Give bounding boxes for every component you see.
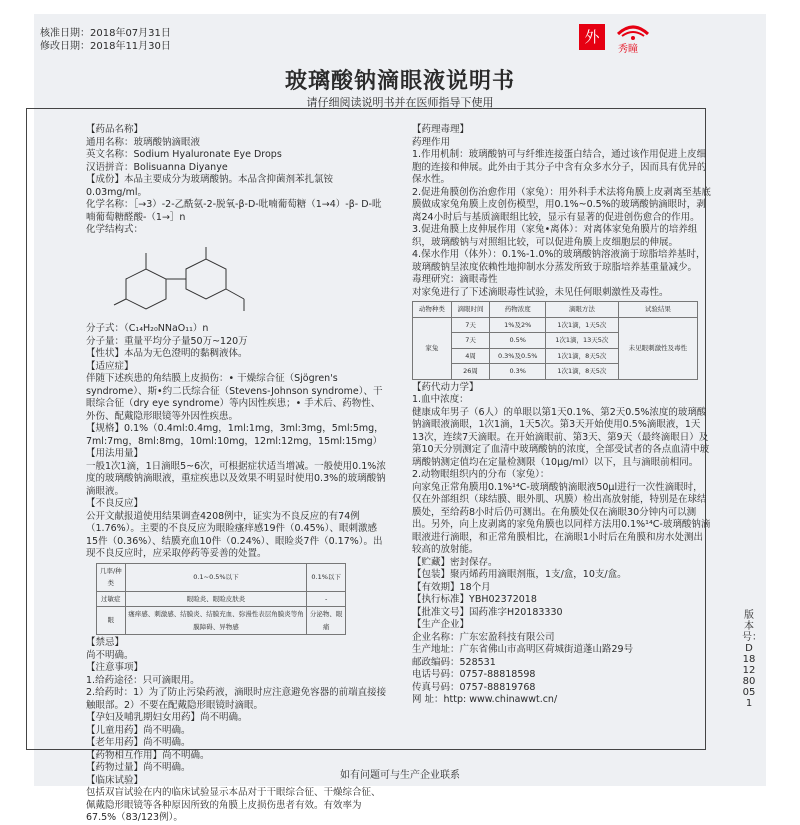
spec-text: 0.1%（0.4ml:0.4mg，1ml:1mg，3ml:3mg，5ml:5mg，7ml:7mg，8ml:8mg，10ml:10mg，12ml:12mg，15ml:15mg） xyxy=(86,423,384,447)
table-cell: 未见眼刺激性及毒性 xyxy=(618,317,697,379)
section-heading-validity: 【有效期】 xyxy=(412,581,460,593)
precaution-2: 2.给药时：1）为了防止污染药液，滴眼时应注意避免容器的前端直接接触眼部。2）不要在配戴隐形眼镜时滴眼。 xyxy=(86,687,387,711)
toxicity-table xyxy=(412,301,698,380)
section-heading-overdose: 【药物过量】 xyxy=(86,762,144,773)
table-header: 滴眼时间 xyxy=(451,302,490,318)
section-heading-adverse: 【 不良反应 】 xyxy=(86,498,388,511)
document-subtitle: 请仔细阅读说明书并在医师指导下使用 xyxy=(306,96,494,109)
table-header: 0.1~0.5%以下 xyxy=(125,563,307,591)
approval-text: 国药准字H20183330 xyxy=(469,606,563,618)
document-title: 玻璃酸钠滴眼液说明书 xyxy=(284,69,515,94)
table-cell: 分泌物、眼痛 xyxy=(307,607,346,635)
interactions-text: 尚不明确。 xyxy=(162,749,210,761)
table-header: 滴眼方法 xyxy=(546,302,619,318)
composition-text: 本品主要成分为玻璃酸钠。本品含抑菌剂苯扎氯铵0.03mg/ml。 xyxy=(86,174,334,198)
molecular-weight: 分子量：重量平均分子量50万~120万 xyxy=(86,335,248,347)
section-heading-clinical: 【 临床试验 】 xyxy=(86,775,388,788)
brand-logo xyxy=(612,20,654,54)
fax-number: 传真号码：0757-88819768 xyxy=(412,681,536,693)
table-cell: 7天 xyxy=(451,333,490,349)
website: 网 址：http: www.chinawwt.cn/ xyxy=(412,694,558,705)
approval-date: 核准日期：2018年07月31日 xyxy=(40,28,171,39)
footer-note: 如有问题可与生产企业联系 xyxy=(340,770,460,781)
toxicity-label: 毒理研究：滴眼毒性 xyxy=(412,274,498,285)
table-cell: 1次1滴，8天5次 xyxy=(546,364,619,380)
table-header: 药物浓度 xyxy=(490,302,546,318)
dosage-text: 一般1次1滴，1日滴眼5~6次，可根据症状适当增减。一般使用0.1%浓度的玻璃酸钠滴眼液，重症疾患以及效果不明显时使用0.3%的玻璃酸钠滴眼液。 xyxy=(86,460,386,497)
section-heading-indications: 【 适应症 】 xyxy=(86,361,388,374)
clinical-text: 包括双盲试验在内的临床试验显示本品对于干眼综合征、干燥综合征、佩戴隐形眼镜等各种原因所致的角膜上皮损伤患者有效。有效率为67.5%（83/123例）。 xyxy=(86,787,381,823)
section-heading-standard: 【执行标准】 xyxy=(412,594,470,605)
pk-2-text: 向家兔正常角膜用0.1%¹⁴C-玻璃酸钠滴眼液50μl进行一次性滴眼时，仅在外部组织（球结膜、眼外肌、巩膜）检出高放射能，特别是在球结膜处，至给药8小时后仍可测出。在角膜处仅在滴眼30分钟内可以测出。另外，向上皮剥离的家兔角膜也以同样方法用0.1%¹⁴C-玻璃酸钠滴眼液进行滴眼，和正常角膜相比，在滴眼1小时后在角膜和房水处测出较高的放射能。 xyxy=(412,481,711,555)
brand-name: 秀瞳 xyxy=(618,44,638,55)
table-cell: 1次1滴，1天5次 xyxy=(546,317,619,333)
chemical-name: 化学名称：［→3）-2-乙酰氨-2-脱氧-β-D-吡喃葡萄糖（1→4）-β- D-吡喃葡萄糖醛酸-（1→］n xyxy=(86,199,382,223)
external-use-badge: 外 xyxy=(579,24,605,50)
section-heading-interactions: 【药物相互作用】 xyxy=(86,749,163,761)
company-name: 企业名称：广东宏盈科技有限公司 xyxy=(412,631,555,643)
company-address: 生产地址：广东省佛山市高明区荷城街道蓬山路29号 xyxy=(412,644,634,655)
table-header: 0.1%以下 xyxy=(307,563,346,591)
table-cell: 过敏症 xyxy=(97,591,126,607)
package-text: 聚丙烯药用滴眼剂瓶，1支/盒，10支/盒。 xyxy=(450,569,627,580)
character-text: 本品为无色澄明的黏稠液体。 xyxy=(124,348,248,359)
overdose-text: 尚不明确。 xyxy=(143,762,191,773)
section-heading-dosage: 【 用法用量 】 xyxy=(86,448,388,461)
precaution-1: 1.给药途径：只可滴眼用。 xyxy=(86,674,200,686)
section-heading-precautions: 【 注意事项 】 xyxy=(86,662,388,675)
structure-label: 化学结构式： xyxy=(86,224,144,235)
section-heading-name: 【 药品名称 】 xyxy=(86,124,388,137)
table-corner: 几率/种类 xyxy=(97,563,126,591)
pharmacology-2: 2.促进角膜创伤治愈作用（家兔）：用外科手术法将角膜上皮剥离至基底膜做成家兔角膜上皮创伤模型，用0.1%~0.5%的玻璃酸钠滴眼时，剥离24小时后与基质滴眼组比较，显示有显著的促进创伤愈合的作用。 xyxy=(412,186,711,223)
postal-code: 邮政编码：528531 xyxy=(412,656,496,668)
section-heading-children: 【儿童用药】 xyxy=(86,724,144,736)
molecular-formula: 分子式：（C₁₄H₂₀NNaO₁₁）n xyxy=(86,323,209,334)
chemical-structure-diagram xyxy=(106,239,276,317)
section-heading-package: 【包装】 xyxy=(412,569,451,580)
section-heading-elderly: 【老年用药】 xyxy=(86,737,144,748)
version-number: 版本号：D181280051 xyxy=(742,610,762,709)
pharmacology-label: 药理作用 xyxy=(412,136,451,148)
contraindications-text: 尚不明确。 xyxy=(86,649,134,661)
pk-1-label: 1.血中浓度： xyxy=(412,394,469,405)
table-cell: 0.3%及0.5% xyxy=(490,348,546,364)
pharmacology-1: 1.作用机制：玻璃酸钠可与纤维连接蛋白结合，通过该作用促进上皮细胞的连接和伸展。此外由于其分子中含有众多水分子，因而具有优异的保水性。 xyxy=(412,149,707,185)
pregnancy-text: 尚不明确。 xyxy=(200,712,248,723)
section-heading-approval: 【批准文号】 xyxy=(412,606,470,618)
table-cell: 7天 xyxy=(451,317,490,333)
pinyin-name: 汉语拼音：Bolisuanna Diyanye xyxy=(86,161,228,173)
elderly-text: 尚不明确。 xyxy=(143,737,191,748)
table-cell: 26周 xyxy=(451,364,490,380)
standard-text: YBH02372018 xyxy=(469,594,537,605)
table-cell: - xyxy=(307,591,346,607)
section-heading-manufacturer: 【 生产企业 】 xyxy=(412,619,712,632)
english-name: 英文名称：Sodium Hyaluronate Eye Drops xyxy=(86,149,282,160)
section-heading-spec: 【规格】 xyxy=(86,423,125,434)
phone-number: 电话号码：0757-88818598 xyxy=(412,669,536,680)
table-cell: 1次1滴，8天5次 xyxy=(546,348,619,364)
section-heading-pregnancy: 【孕妇及哺乳期妇女用药】 xyxy=(86,712,201,723)
validity-text: 18个月 xyxy=(459,581,491,593)
table-cell: 0.3% xyxy=(490,364,546,380)
table-cell: 1%及2% xyxy=(490,317,546,333)
table-header: 动物种类 xyxy=(413,302,452,318)
section-heading-contraindications: 【 禁忌 】 xyxy=(86,637,388,650)
table-cell: 0.5% xyxy=(490,333,546,349)
adverse-text: 公开文献报道使用结果调查4208例中，证实为不良反应的有74例（1.76%）。主要的不良反应为眼睑瘙痒感19件（0.45%）、眼刺激感15件（0.36%）、结膜充血10件（0.24%）、眼睑炎7件（0.17%）。出现不良反应时，应采取停药等妥善的处置。 xyxy=(86,510,383,559)
revision-date: 修改日期：2018年11月30日 xyxy=(40,41,171,52)
left-column xyxy=(86,124,388,825)
table-cell: 1次1滴，13天5次 xyxy=(546,333,619,349)
right-column xyxy=(412,124,712,707)
pk-1-text: 健康成年男子（6人）的单眼以第1天0.1%、第2天0.5%浓度的玻璃酸钠滴眼液滴眼，1次1滴，1天5次。第3天开始使用0.5%滴眼液，1天13次，连续7天滴眼。在开始滴眼前、第3天、第9天（最终滴眼日）及第10天分别测定了血清中玻璃酸钠的浓度，全部受试者的各点血清中玻璃酸钠测定值均在定量检测限（10μg/ml）以下，且与滴眼前相同。 xyxy=(412,406,710,468)
indications-text: 伴随下述疾患的角结膜上皮损伤：• 干燥综合征（Sjögren's syndrome）、斯•约二氏综合征（Stevens-Johnson syndrome）、干眼综合征（dry eye syndrome）等内因性疾患；• 手术后、药物性、外伤、配戴隐形眼镜等外因性疾患。 xyxy=(86,373,383,422)
children-text: 尚不明确。 xyxy=(143,724,191,736)
section-heading-character: 【性状】 xyxy=(86,348,125,359)
section-heading-pharmacokinetics: 【 药代动力学 】 xyxy=(412,382,712,395)
table-header: 试验结果 xyxy=(618,302,697,318)
pharmacology-3: 3.促进角膜上皮伸展作用（家兔•离体）：对离体家兔角膜片的培养组织，玻璃酸钠与对照组比较，可以促进角膜上皮细胞层的伸展。 xyxy=(412,224,698,248)
adverse-reaction-table xyxy=(96,563,346,636)
table-cell: 瘙痒感、刺激感、结膜炎、结膜充血、弥漫性表层角膜炎等角膜障碍、异物感 xyxy=(125,607,307,635)
section-heading-toxicology: 【 药理毒理 】 xyxy=(412,124,712,137)
storage-text: 密封保存。 xyxy=(450,556,498,568)
generic-name: 通用名称：玻璃酸钠滴眼液 xyxy=(86,136,201,148)
table-cell: 4周 xyxy=(451,348,490,364)
table-cell: 眼 xyxy=(97,607,126,635)
table-cell: 家兔 xyxy=(413,317,452,379)
toxicity-text: 对家兔进行了下述滴眼毒性试验，未见任何眼刺激性及毒性。 xyxy=(412,286,669,298)
section-heading-storage: 【贮藏】 xyxy=(412,556,451,568)
pk-2-label: 2.动物眼组织内的分布（家兔）： xyxy=(412,469,550,480)
table-cell: 眼睑炎、眼睑皮肤炎 xyxy=(125,591,307,607)
pharmacology-4: 4.保水作用（体外）：0.1%-1.0%的玻璃酸钠溶液滴于琼脂培养基时，玻璃酸钠呈浓度依赖性地抑制水分蒸发所致于琼脂培养基重量减少。 xyxy=(412,249,706,273)
section-heading-composition: 【成份】 xyxy=(86,174,125,185)
